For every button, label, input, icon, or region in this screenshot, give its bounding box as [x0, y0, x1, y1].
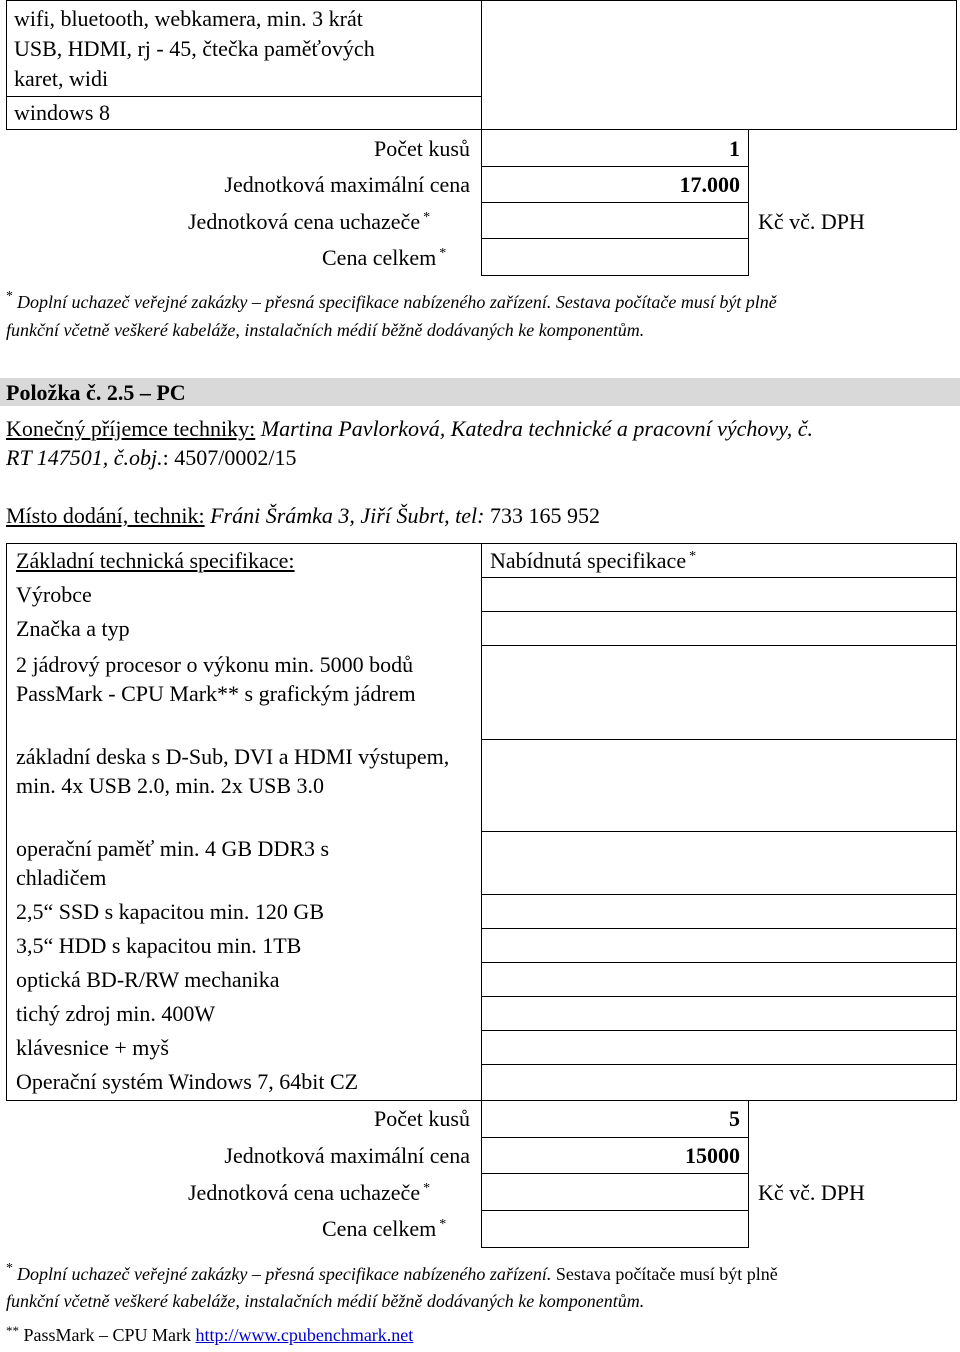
top-count-label: Počet kusů — [374, 136, 470, 161]
spec-row-psu: tichý zdroj min. 400W — [16, 1001, 216, 1026]
recipient-line-1: Konečný příjemce techniky: Martina Pavlorková, Katedra technické a pracovní výchovy, č. — [6, 416, 814, 441]
spec-max-price-label: Jednotková maximální cena — [224, 1143, 470, 1168]
note-1-line-2: funkční včetně veškeré kabeláže, instalačních médií běžně dodávaných ke komponentům. — [6, 320, 645, 340]
spec-currency: Kč vč. DPH — [758, 1180, 865, 1205]
spec-row-manufacturer: Výrobce — [16, 582, 92, 607]
delivery-line: Místo dodání, technik: Fráni Šrámka 3, Jiří Šubrt, tel: 733 165 952 — [6, 503, 600, 528]
top-currency: Kč vč. DPH — [758, 209, 865, 234]
spec-row-brand: Značka a typ — [16, 616, 130, 641]
spec-count-label: Počet kusů — [374, 1106, 470, 1131]
cpubenchmark-link[interactable]: http://www.cpubenchmark.net — [195, 1325, 414, 1345]
spec-bidder-price-label: Jednotková cena uchazeče * — [188, 1180, 431, 1205]
note-2-line-1: * Doplní uchazeč veřejné zakázky – přesná specifikace nabízeného zařízení. Sestava počítače musí být plně — [6, 1261, 778, 1284]
spec-row-optical: optická BD-R/RW mechanika — [16, 967, 280, 992]
top-count-value: 1 — [729, 136, 740, 161]
spec-row-ram: operační paměť min. 4 GB DDR3 s chladičem — [16, 836, 330, 890]
spec-row-motherboard: základní deska s D-Sub, DVI a HDMI výstupem, min. 4x USB 2.0, min. 2x USB 3.0 — [16, 744, 450, 798]
spec-row-ssd: 2,5“ SSD s kapacitou min. 120 GB — [16, 899, 324, 924]
spec-row-cpu: 2 jádrový procesor o výkonu min. 5000 bodů PassMark - CPU Mark** s grafickým jádrem — [16, 652, 416, 706]
top-bidder-price-label: Jednotková cena uchazeče * — [188, 209, 431, 234]
footnote: ** PassMark – CPU Mark http://www.cpubenchmark.net — [6, 1323, 414, 1345]
top-spec-line-1: wifi, bluetooth, webkamera, min. 3 krát — [14, 6, 363, 31]
spec-header-right: Nabídnutá specifikace * — [490, 548, 697, 573]
spec-count-value: 5 — [729, 1106, 740, 1131]
top-spec-line-3: karet, widi — [14, 66, 109, 91]
spec-total-label: Cena celkem * — [322, 1216, 447, 1241]
top-os-row: windows 8 — [14, 100, 110, 125]
note-2-line-2: funkční včetně veškeré kabeláže, instalačních médií běžně dodávaných ke komponentům. — [6, 1291, 645, 1311]
spec-row-hdd: 3,5“ HDD s kapacitou min. 1TB — [16, 933, 302, 958]
item-heading: Položka č. 2.5 – PC — [6, 380, 186, 405]
spec-row-os: Operační systém Windows 7, 64bit CZ — [16, 1069, 359, 1094]
spec-row-keyboard: klávesnice + myš — [16, 1035, 169, 1060]
top-total-label: Cena celkem * — [322, 245, 447, 270]
top-max-price-value: 17.000 — [679, 172, 740, 197]
top-spec-line-2: USB, HDMI, rj - 45, čtečka paměťových — [14, 36, 375, 61]
recipient-line-2: RT 147501, č.obj.: 4507/0002/15 — [6, 445, 297, 470]
note-1-line-1: * Doplní uchazeč veřejné zakázky – přesná specifikace nabízeného zařízení. Sestava počítače musí být plně — [6, 289, 777, 312]
top-max-price-label: Jednotková maximální cena — [224, 172, 470, 197]
spec-max-price-value: 15000 — [685, 1143, 740, 1168]
spec-header-left: Základní technická specifikace: — [16, 548, 295, 573]
